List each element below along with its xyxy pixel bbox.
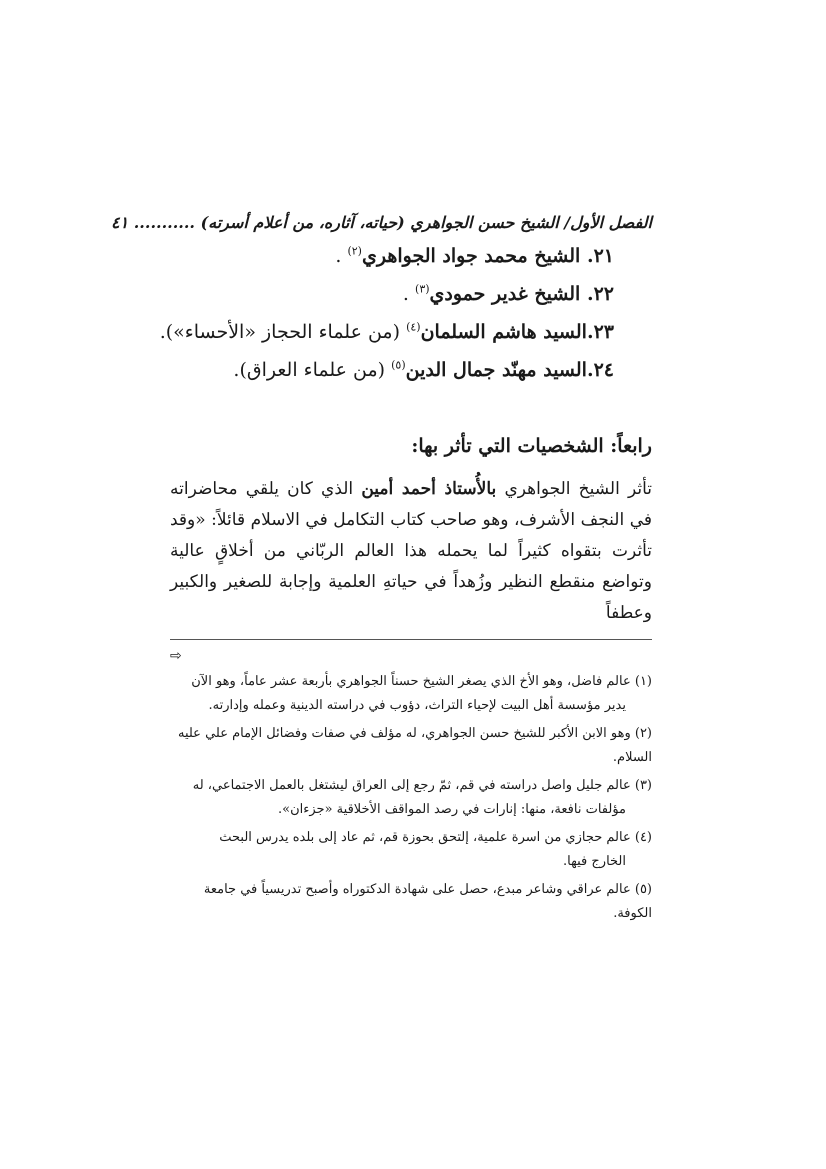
- footnotes-list: [170, 670, 652, 926]
- list-item: ٢٤.السيد مهنّد جمال الدين$^{(٥)}$ (من علماء العراق).: [233, 358, 614, 381]
- body-paragraph: تأثر الشيخ الجواهري بالأُستاذ أحمد أمين الذي كان يلقي محاضراته في النجف الأشرف، وهو صاحب كتاب التكامل في الاسلام قائلاً: «وقد تأثرت بتقواه كثيراً لما يحمله هذا العالم الربّاني من أخلاقٍ عالية وتواضع منقطع النظير وزُهداً في حياتهِ العلمية وإجابة للصغير والكبير وعطفاً: [170, 479, 652, 623]
- footnote: (١) عالم فاضل، وهو الأخ الذي يصغر الشيخ حسناً الجواهري بأربعة عشر عاماً، وهو الآن يدير مؤسسة أهل البيت لإحياء التراث، دؤوب في دراسته الدينية وعمله وإدارته.: [191, 674, 652, 713]
- footnote-ref: (٢): [347, 244, 362, 258]
- item-number: ٢٣: [593, 321, 614, 343]
- footnote-ref: (٤): [406, 320, 421, 334]
- emphasized-name: بالأُستاذ أحمد أمين: [361, 479, 497, 499]
- list-item: ٢٢. الشيخ غدير حمودي$^{(٣)}$ .: [402, 282, 614, 305]
- item-rest: .: [335, 245, 348, 267]
- running-header: الفصل الأول/ الشيخ حسن الجواهري (حياته، آثاره، من أعلام أسرته) ........... ٤١: [110, 213, 652, 232]
- footnote: (٢) وهو الابن الأكبر للشيخ حسن الجواهري، له مؤلف في صفات وفضائل الإمام علي عليه السلام.: [177, 726, 652, 765]
- footnote: (٥) عالم عراقي وشاعر مبدع، حصل على شهادة الدكتوراه وأصبح تدريسياً في جامعة الكوفة.: [203, 882, 652, 921]
- section-heading: رابعاً: الشخصيات التي تأثر بها:: [411, 435, 652, 457]
- footnote-divider: [170, 639, 652, 640]
- item-name: السيد مهنّد جمال الدين: [405, 359, 587, 381]
- item-rest: (من علماء الحجاز «الأحساء»).: [159, 321, 407, 343]
- continuation-arrow-icon: ⇨: [170, 648, 182, 664]
- footnote-ref: (٣): [415, 282, 430, 296]
- item-rest: .: [402, 283, 416, 305]
- scholars-list: [159, 236, 652, 388]
- item-number: ٢١: [593, 245, 614, 267]
- page-content: [110, 210, 652, 930]
- list-item: ٢٣.السيد هاشم السلمان$^{(٤)}$ (من علماء الحجاز «الأحساء»).: [159, 320, 614, 343]
- footnote-ref: (٥): [391, 358, 406, 372]
- item-rest: (من علماء العراق).: [233, 359, 392, 381]
- item-number: ٢٢: [593, 283, 614, 305]
- list-item: ٢١. الشيخ محمد جواد الجواهري$^{(٢)}$ .: [335, 244, 614, 267]
- item-number: ٢٤: [593, 359, 614, 381]
- footnote: (٣) عالم جليل واصل دراسته في قم، ثمّ رجع إلى العراق ليشتغل بالعمل الاجتماعي، له مؤلفات نافعة، منها: إنارات في رصد المواقف الأخلاقية «جزءان».: [192, 778, 652, 817]
- footnote: (٤) عالم حجازي من اسرة علمية، إلتحق بحوزة قم، ثم عاد إلى بلده يدرس البحث الخارج فيها.: [219, 830, 652, 869]
- item-name: الشيخ محمد جواد الجواهري: [361, 245, 581, 267]
- item-name: الشيخ غدير حمودي: [429, 283, 581, 305]
- item-name: السيد هاشم السلمان: [420, 321, 587, 343]
